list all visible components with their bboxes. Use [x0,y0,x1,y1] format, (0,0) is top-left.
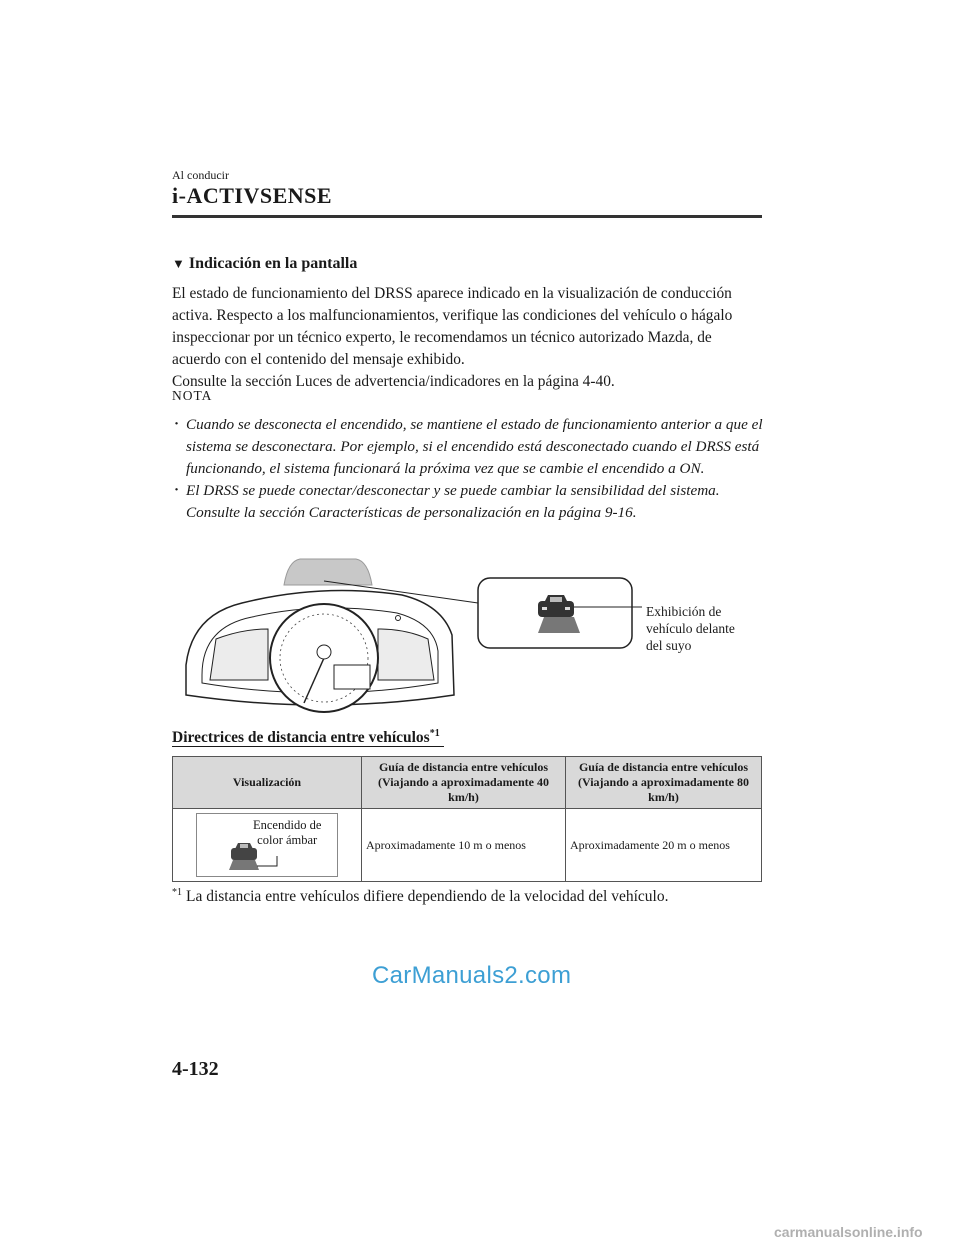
body-paragraph [172,283,762,393]
body-line: inspeccionar por un técnico experto, le recomendamos un técnico autorizado Mazda, de [172,329,712,346]
table-cell: Aproximadamente 20 m o menos [566,809,762,882]
page-number: 4-132 [172,1058,219,1080]
figure-label-line: del suyo [646,638,692,653]
site-watermark: carmanualsonline.info [774,1224,923,1240]
body-line: activa. Respecto a los malfuncionamientos, verifique las condiciones del vehículo o hágalo [172,307,733,324]
needle-hub [317,645,331,659]
section-label: Al conducir [172,168,229,182]
table-header-cell: Guía de distancia entre vehículos (Viajando a aproximadamente 40 km/h) [362,757,566,809]
triangle-marker-icon: ▼ [172,256,185,271]
table-cell-display [173,809,362,882]
watermark: CarManuals2.com [372,962,572,989]
figure-label-line: Exhibición de [646,604,722,619]
body-line: acuerdo con el contenido del mensaje exhibido. [172,351,465,368]
footnote-mark: *1 [172,887,182,898]
nota-label: NOTA [172,388,213,403]
figure-label-line: vehículo delante [646,621,735,636]
bullet-icon: · [174,415,180,432]
amber-vehicle-icon [227,840,287,874]
nota-item-text: El DRSS se puede conectar/desconectar y se puede cambiar la sensibilidad del sistema. Consulte la sección Características de personalización en la página 9-16. [186,482,720,521]
display-illustration [196,813,338,877]
subsection-heading-text: Indicación en la pantalla [188,255,358,272]
bullet-icon: · [174,481,180,498]
nota-item-text: Cuando se desconecta el encendido, se mantiene el estado de funcionamiento anterior a que el sistema se desconectara. Por ejemplo, si el encendido está desconectado cuando el DRSS está funcionando, el sistema funcionará la próxima vez que se cambie el encendido a ON. [186,416,763,477]
table-header-cell: Visualización [173,757,362,809]
table-row [173,809,762,882]
section-title: i-ACTIVSENSE [172,183,333,208]
table-header-cell: Guía de distancia entre vehículos (Viajando a aproximadamente 80 km/h) [566,757,762,809]
footnote [172,887,668,906]
footnote-text: La distancia entre vehículos difiere dependiendo de la velocidad del vehículo. [186,888,669,906]
table-cell: Aproximadamente 10 m o menos [362,809,566,882]
distance-guide-table [172,756,762,882]
body-line: El estado de funcionamiento del DRSS aparece indicado en la visualización de conducción [172,285,732,302]
amber-label-line: Encendido de [253,818,322,832]
nota-item [172,480,772,524]
vehicle-ahead-display-label [646,603,735,654]
subsection-heading [172,255,357,273]
digital-readout [334,665,370,689]
nota-list [172,414,772,524]
table-header-row [173,757,762,809]
amber-label-line: color ámbar [257,833,318,847]
table-title-footnote-mark: *1 [429,728,440,739]
table-title-text: Directrices de distancia entre vehículos [172,729,430,747]
table-title-underline [172,746,444,747]
nota-item [172,414,772,480]
lane-graphic [538,617,580,633]
table-title [172,728,440,747]
body-line: Consulte la sección Luces de advertencia/indicadores en la página 4-40. [172,373,615,390]
header-rule [172,215,762,218]
